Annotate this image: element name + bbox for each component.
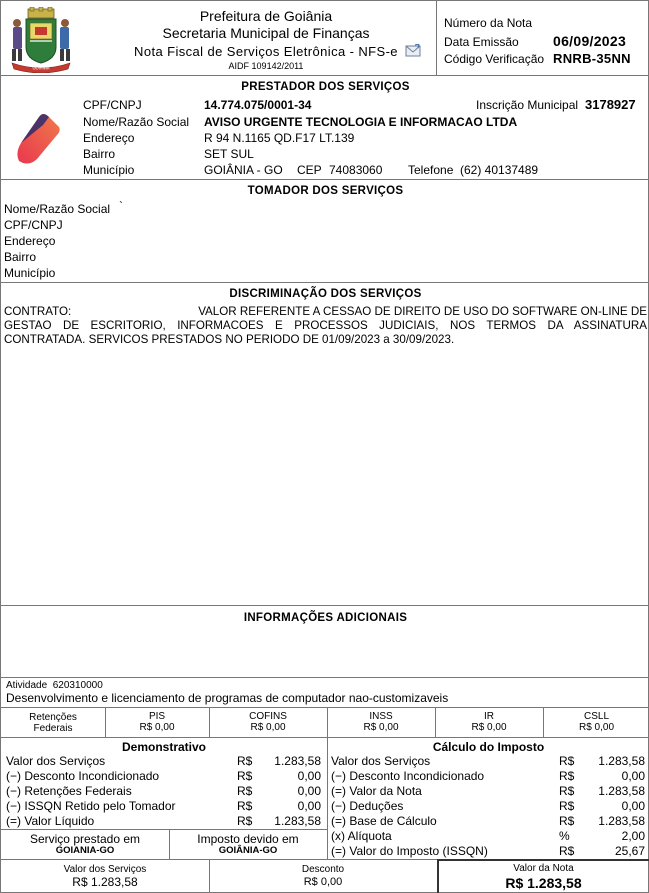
total-servicos	[1, 863, 209, 889]
total-servicos-value: R$ 1.283,58	[72, 875, 138, 889]
demo-row-label: (−) Retenções Federais	[6, 784, 132, 798]
calc-row-cur: R$	[559, 784, 575, 798]
header-city: Prefeitura de Goiânia	[199, 8, 333, 24]
retencao-ir-value: R$ 0,00	[471, 722, 507, 733]
demo-row-value: 1.283,58	[274, 754, 321, 768]
total-desconto-label: Desconto	[301, 864, 345, 875]
header-secretaria: Secretaria Municipal de Finanças	[162, 25, 370, 41]
tomador-title: TOMADOR DOS SERVIÇOS	[247, 185, 404, 197]
prestador-telefone-label: Telefone	[408, 163, 454, 177]
demo-row-cur: R$	[237, 784, 253, 798]
retencao-pis-value: R$ 0,00	[139, 722, 175, 733]
tomador-municipio-label: Município	[4, 266, 56, 280]
email-icon[interactable]	[405, 44, 421, 57]
calc-row-value: 25,67	[614, 844, 645, 858]
header-nfse-title: Nota Fiscal de Serviços Eletrônica - NFS-e	[134, 44, 398, 59]
servico-prestado	[1, 833, 169, 857]
calc-row-value: 0,00	[621, 799, 645, 813]
calc-row-label: (x) Alíquota	[331, 829, 392, 843]
codigo-value: RNRB-35NN	[553, 51, 631, 66]
calc-row-cur: R$	[559, 769, 575, 783]
numero-label: Número da Nota	[444, 16, 533, 30]
prestador-bairro-label: Bairro	[83, 147, 116, 161]
atividade-label: Atividade	[6, 680, 48, 691]
calc-row-label: (−) Deduções	[331, 799, 404, 813]
demo-row-label: Valor dos Serviços	[6, 754, 106, 768]
city-seal	[6, 7, 76, 73]
prestador-endereco-label: Endereço	[83, 131, 135, 145]
demo-row-label: (−) Desconto Incondicionado	[6, 769, 160, 783]
total-nota-value: R$ 1.283,58	[505, 875, 582, 891]
prestador-im-value: 3178927	[585, 97, 636, 112]
demo-row-value: 1.283,58	[274, 814, 321, 828]
demo-row-label: (=) Valor Líquido	[6, 814, 95, 828]
total-desconto-value: R$ 0,00	[303, 876, 343, 888]
calc-row-cur: R$	[559, 799, 575, 813]
retencao-inss	[327, 711, 435, 733]
demo-row-cur: R$	[237, 799, 253, 813]
discriminacao-line2: GESTAO DE ESCRITORIO, INFORMACOES E PROCESSOS JUDICIAIS, NOS TERMOS DA ASSINATURA	[4, 319, 647, 332]
tomador-endereco-label: Endereço	[4, 234, 56, 248]
prestador-endereco-value: R 94 N.1165 QD.F17 LT.139	[204, 131, 355, 145]
demo-row-label: (−) ISSQN Retido pelo Tomador	[6, 799, 176, 813]
calc-row-cur: %	[559, 829, 570, 843]
retencao-inss-value: R$ 0,00	[363, 722, 399, 733]
emissao-label: Data Emissão	[444, 35, 519, 49]
demo-row-cur: R$	[237, 814, 253, 828]
retencao-cofins-name: COFINS	[249, 711, 287, 722]
codigo-label: Código Verificação	[444, 52, 545, 66]
imposto-devido	[169, 833, 327, 857]
emissao-value: 06/09/2023	[553, 33, 627, 49]
calc-row-value: 1.283,58	[598, 814, 645, 828]
demo-row-cur: R$	[237, 754, 253, 768]
total-desconto	[209, 863, 437, 889]
total-servicos-label: Valor dos Serviços	[63, 864, 147, 875]
retencao-ir	[435, 711, 543, 733]
prestador-cep-label: CEP	[297, 163, 322, 177]
calc-row-label: (=) Valor da Nota	[331, 784, 422, 798]
header-aidf: AIDF 109142/2011	[228, 61, 304, 71]
retencao-ir-name: IR	[484, 711, 494, 722]
tomador-bairro-label: Bairro	[4, 250, 37, 264]
atividade-line	[6, 680, 103, 691]
retencao-csll-name: CSLL	[583, 711, 609, 722]
servico-prestado-label: Serviço prestado em	[29, 832, 141, 846]
calc-row-value: 1.283,58	[598, 754, 645, 768]
demo-row-value: 0,00	[297, 784, 321, 798]
total-nota	[437, 862, 649, 890]
retencoes-label	[1, 712, 105, 734]
demo-row-value: 0,00	[297, 769, 321, 783]
calc-row-label: (=) Valor do Imposto (ISSQN)	[331, 844, 488, 858]
prestador-cep-value: 74083060	[329, 163, 383, 177]
calc-row-cur: R$	[559, 754, 575, 768]
calc-row-label: (−) Desconto Incondicionado	[331, 769, 485, 783]
tomador-nome-value: `	[119, 199, 123, 213]
calc-row-value: 2,00	[621, 829, 645, 843]
servico-prestado-value: GOIANIA-GO	[55, 845, 115, 856]
demo-row-value: 0,00	[297, 799, 321, 813]
calc-row-value: 1.283,58	[598, 784, 645, 798]
imposto-devido-value: GOIÂNIA-GO	[218, 845, 278, 856]
calc-row-cur: R$	[559, 814, 575, 828]
discriminacao-line1-text: VALOR REFERENTE A CESSAO DE DIREITO DE USO DO SOFTWARE ON-LINE DE	[198, 305, 647, 318]
tomador-cpf-label: CPF/CNPJ	[4, 218, 63, 232]
calc-row-label: Valor dos Serviços	[331, 754, 431, 768]
prestador-nome-value: AVISO URGENTE TECNOLOGIA E INFORMACAO LTDA	[204, 115, 518, 129]
demonstrativo-title: Demonstrativo	[121, 740, 207, 754]
discriminacao-line3: CONTRATADA. SERVICOS PRESTADOS NO PERIODO DE 01/09/2023 a 30/09/2023.	[4, 333, 455, 346]
company-logo	[15, 113, 61, 165]
retencao-pis	[105, 711, 209, 733]
calc-row-label: (=) Base de Cálculo	[331, 814, 437, 828]
prestador-cpf-label: CPF/CNPJ	[83, 98, 142, 112]
retencao-csll-value: R$ 0,00	[578, 722, 615, 733]
calc-row-value: 0,00	[621, 769, 645, 783]
seal-ribbon-text: GOIANIA	[32, 65, 50, 71]
imposto-devido-label: Imposto devido em	[197, 832, 299, 846]
retencao-cofins-value: R$ 0,00	[250, 722, 286, 733]
discriminacao-contrato: CONTRATO:	[4, 305, 72, 318]
prestador-cpf-value: 14.774.075/0001-34	[204, 98, 312, 112]
tomador-nome-label: Nome/Razão Social	[4, 202, 111, 216]
atividade-code: 620310000	[52, 680, 103, 691]
retencao-pis-name: PIS	[148, 711, 166, 722]
atividade-description: Desenvolvimento e licenciamento de programas de computador nao-customizaveis	[6, 691, 449, 705]
calculo-title: Cálculo do Imposto	[432, 740, 545, 754]
prestador-bairro-value: SET SUL	[204, 147, 254, 161]
prestador-municipio-label: Município	[83, 163, 135, 177]
retencao-cofins	[209, 711, 327, 733]
demo-row-cur: R$	[237, 769, 253, 783]
retencao-csll	[543, 711, 649, 733]
prestador-im-label: Inscrição Municipal	[476, 98, 579, 112]
prestador-municipio-value: GOIÂNIA - GO	[204, 163, 283, 177]
total-nota-label: Valor da Nota	[513, 863, 574, 874]
retencao-inss-name: INSS	[369, 711, 393, 722]
informacoes-title: INFORMAÇÕES ADICIONAIS	[243, 612, 408, 624]
retencoes-label-2: Federais	[33, 723, 73, 734]
discriminacao-line1	[4, 305, 647, 318]
discriminacao-title: DISCRIMINAÇÃO DOS SERVIÇOS	[229, 288, 422, 300]
retencoes-label-1: Retenções	[29, 712, 77, 723]
prestador-title: PRESTADOR DOS SERVIÇOS	[241, 81, 410, 93]
prestador-nome-label: Nome/Razão Social	[83, 115, 190, 129]
calc-row-cur: R$	[559, 844, 575, 858]
prestador-telefone-value: (62) 40137489	[460, 163, 539, 177]
